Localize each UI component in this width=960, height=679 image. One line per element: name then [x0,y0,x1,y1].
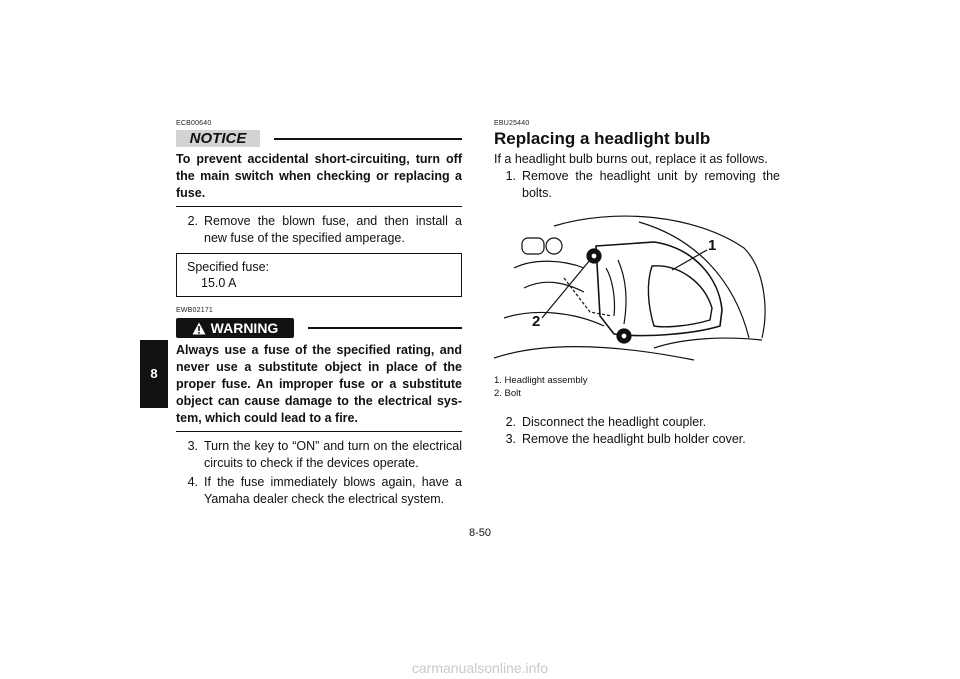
step-4-number: 4. [187,475,198,489]
spec-label: Specified fuse: [187,260,269,274]
intro-text: If a headlight bulb burns out, replace it as follows. [494,152,768,166]
step-2-number: 2. [187,214,198,228]
r-step-3-text: Remove the headlight bulb holder cover. [522,432,746,446]
spec-box [176,253,462,297]
step-2 [176,213,462,247]
notice-rule [274,138,462,140]
spec-value: 15.0 A [201,276,237,290]
watermark: carmanualsonline.info [411,660,549,676]
notice-header [176,130,462,147]
r-step-2-number: 2. [505,415,516,429]
page-number: 8-50 [468,527,492,539]
step-4-text: If the fuse immediately blows again, have a Yamaha dealer check the electrical system. [204,475,462,506]
section-code: EBU25440 [494,120,530,127]
notice-code: ECB00640 [176,120,212,127]
r-step-1 [494,168,780,202]
warning-code: EWB02171 [176,307,214,314]
step-3-number: 3. [187,439,198,453]
r-step-3 [494,431,780,448]
warning-header [176,318,462,338]
step-3-text: Turn the key to “ON” and turn on the electrical circuits to check if the devices operate. [204,439,462,470]
headlight-drawing [494,208,780,368]
warning-label-box [176,318,294,338]
step-4 [176,474,462,508]
warning-text: Always use a fuse of the specified rating, and never use a substitute object in place of the proper fuse. An improper fuse or a substitute object can cause damage to the electrical sys-tem, which could lead to a fire. [176,343,462,425]
notice-end-rule [176,206,462,207]
warning-triangle-icon [192,322,206,335]
warning-rule [308,327,462,329]
caption-1: 1. Headlight assembly [494,375,588,386]
step-2-text: Remove the blown fuse, and then install a new fuse of the specified amperage. [204,214,462,245]
warning-label: WARNING [210,320,279,336]
r-step-3-number: 3. [505,432,516,446]
headlight-illustration [494,208,780,368]
caption-2: 2. Bolt [494,388,521,399]
warning-end-rule [176,431,462,432]
r-step-2 [494,414,780,431]
figure-caption [494,374,780,400]
r-step-1-text: Remove the headlight unit by removing the bolts. [522,169,780,200]
section-tab: 8 [140,340,168,408]
notice-label: NOTICE [176,130,260,147]
r-step-2-text: Disconnect the headlight coupler. [522,415,707,429]
left-column [176,120,462,508]
notice-text: To prevent accidental short-circuiting, turn off the main switch when checking or replacing a fuse. [176,152,462,200]
step-3 [176,438,462,472]
figure-label-2: 2 [532,313,541,330]
figure-label-1: 1 [708,237,717,254]
right-column [494,120,780,448]
section-heading: Replacing a headlight bulb [494,129,711,148]
r-step-1-number: 1. [505,169,516,183]
